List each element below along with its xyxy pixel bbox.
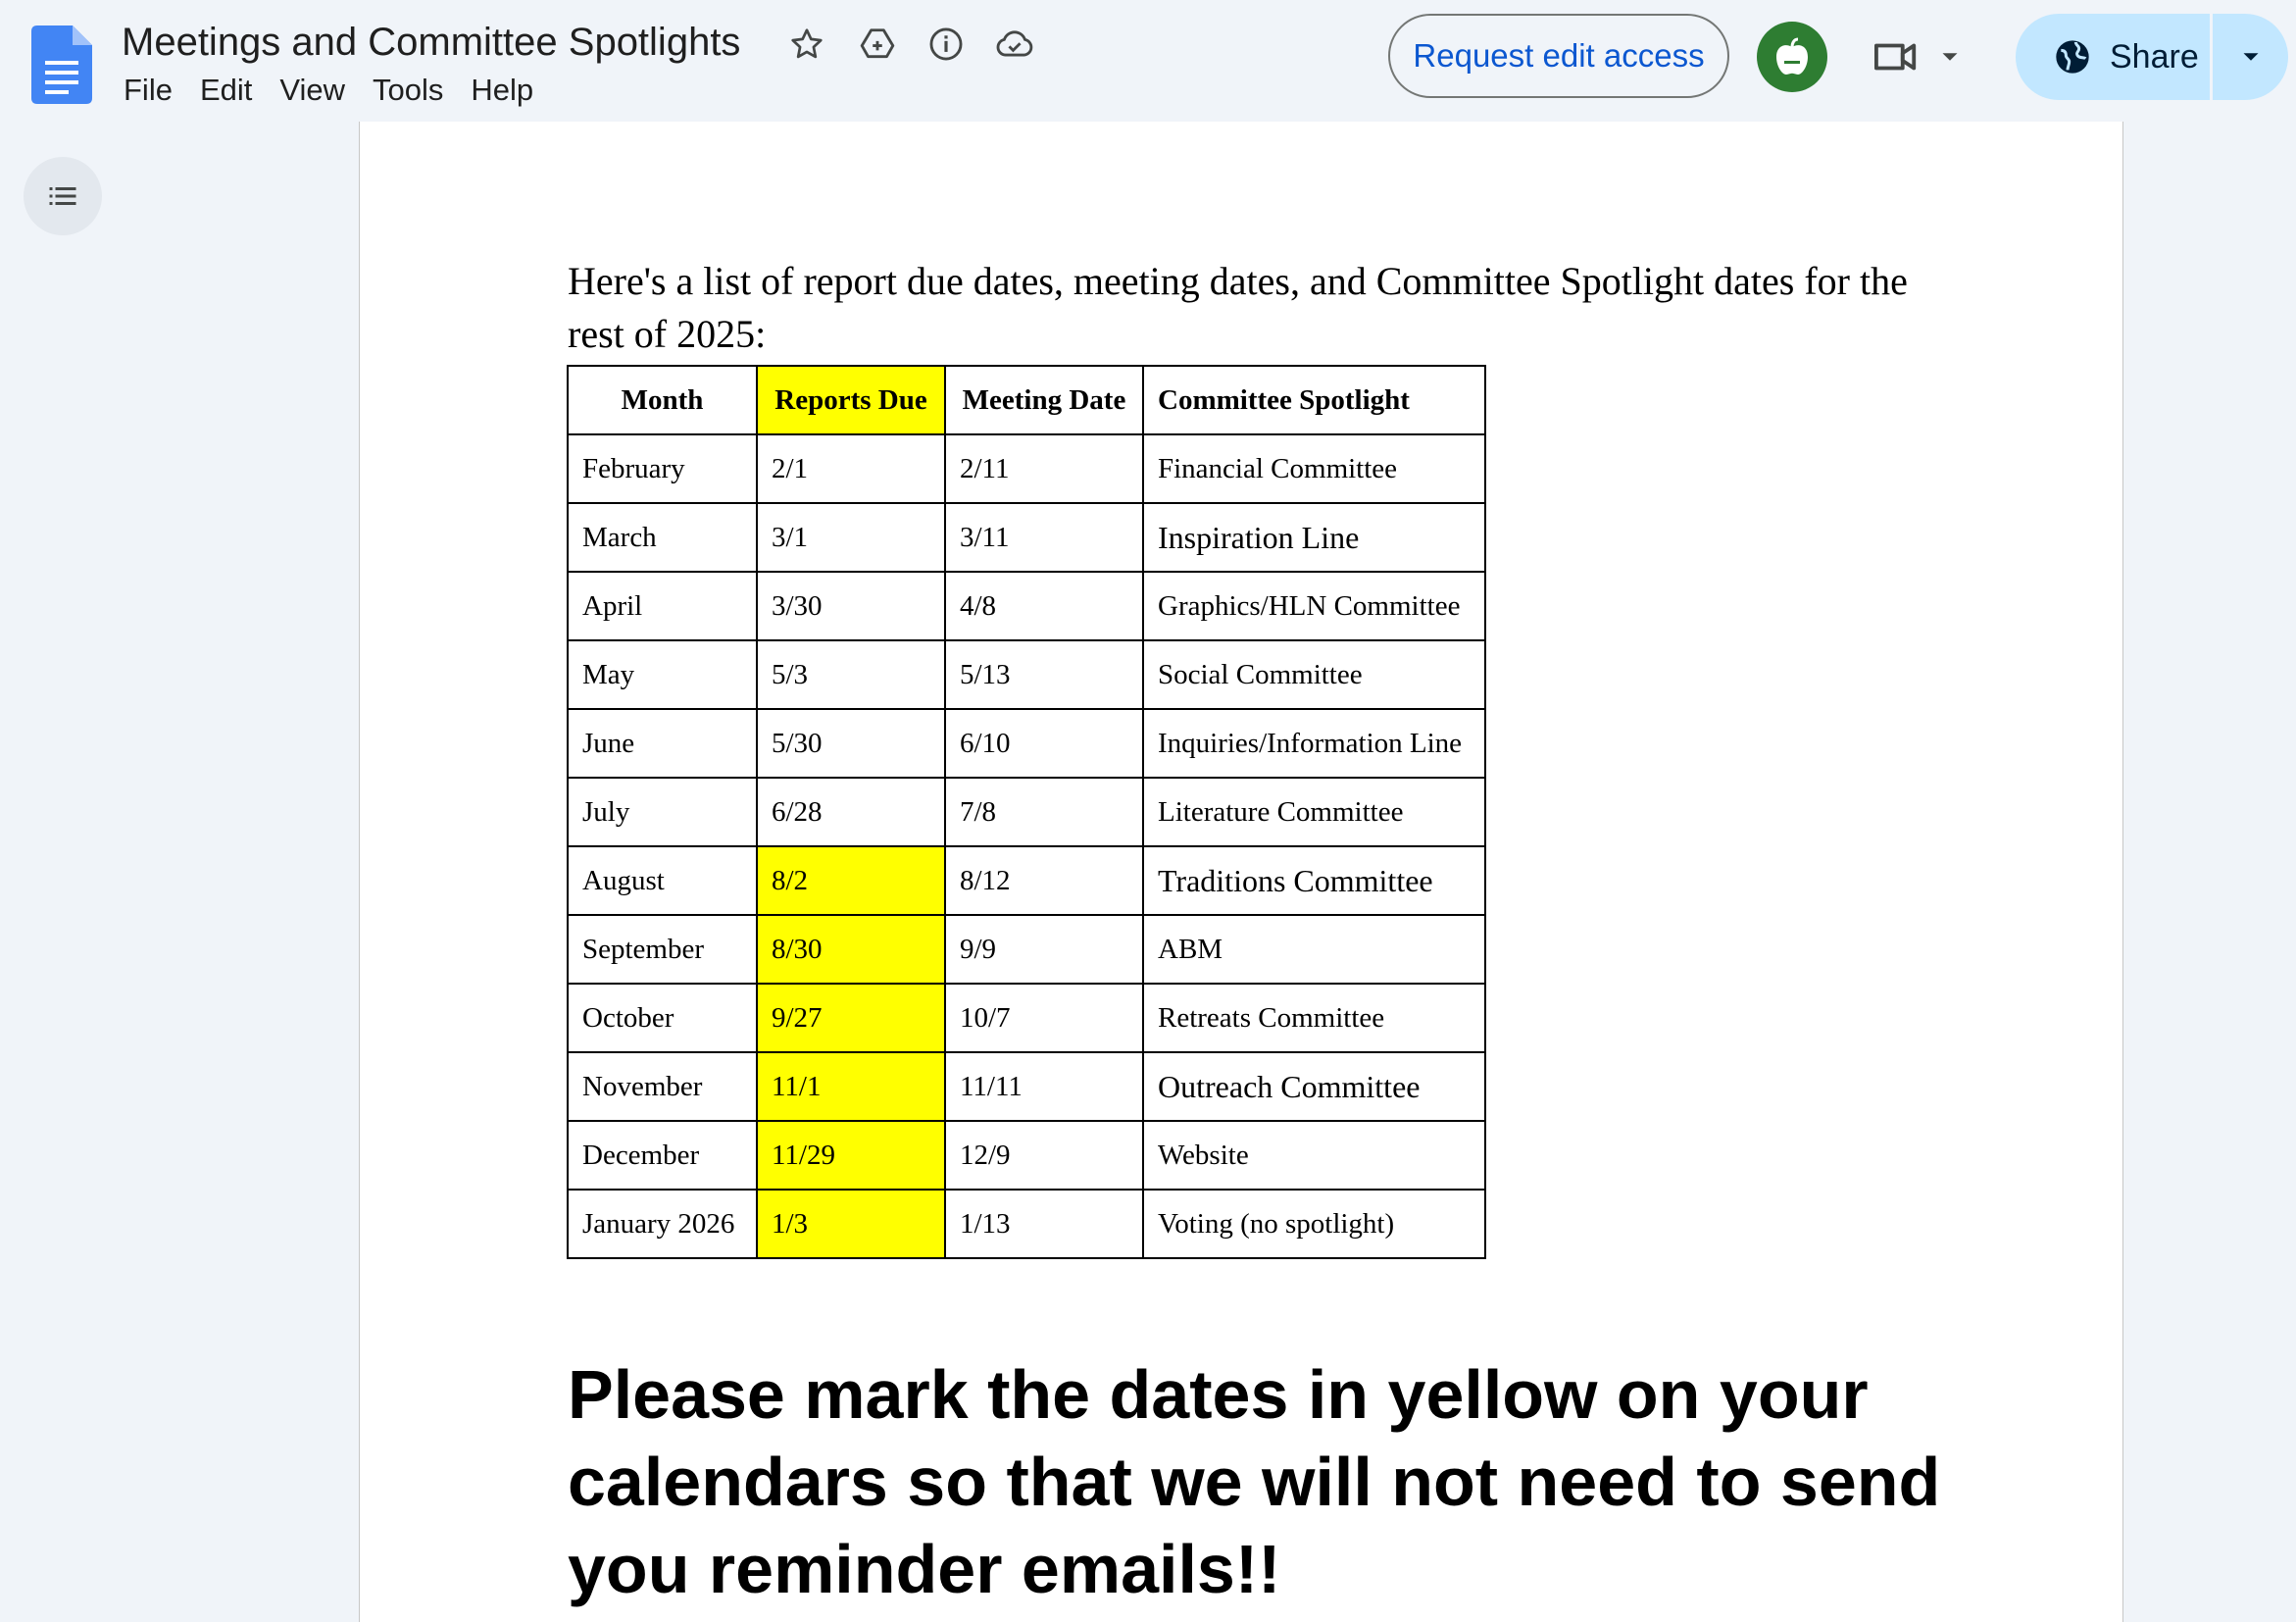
committee-spotlight-cell: Website (1143, 1121, 1485, 1190)
avatar[interactable] (1757, 22, 1827, 92)
share-options-button[interactable] (2213, 14, 2288, 100)
month-cell: July (568, 778, 757, 846)
chevron-down-icon (1935, 42, 1965, 72)
table-row (568, 640, 1485, 709)
reports-due-cell: 3/30 (757, 572, 945, 640)
document-outline-button[interactable] (24, 157, 102, 235)
committee-spotlight-cell: Voting (no spotlight) (1143, 1190, 1485, 1258)
meeting-date-cell: 10/7 (945, 984, 1143, 1052)
document-title[interactable]: Meetings and Committee Spotlights (122, 21, 741, 64)
reports-due-cell: 6/28 (757, 778, 945, 846)
committee-spotlight-cell: Inquiries/Information Line (1143, 709, 1485, 778)
table-row (568, 1121, 1485, 1190)
list-icon (45, 178, 80, 214)
reports-due-cell: 3/1 (757, 503, 945, 572)
header-meeting-date: Meeting Date (945, 366, 1143, 434)
meet-button[interactable] (1869, 25, 1976, 88)
chevron-down-icon (2236, 42, 2266, 72)
table-row (568, 709, 1485, 778)
committee-spotlight-cell: Literature Committee (1143, 778, 1485, 846)
meeting-date-cell: 4/8 (945, 572, 1143, 640)
table-row (568, 846, 1485, 915)
top-header (0, 0, 2296, 122)
share-label: Share (2110, 37, 2199, 76)
committee-spotlight-cell: Financial Committee (1143, 434, 1485, 503)
reports-due-cell: 11/1 (757, 1052, 945, 1121)
meeting-date-cell: 12/9 (945, 1121, 1143, 1190)
meeting-date-cell: 9/9 (945, 915, 1143, 984)
schedule-table (567, 365, 1486, 1259)
google-docs-logo-icon[interactable] (31, 25, 92, 104)
video-camera-icon (1869, 34, 1925, 79)
table-header-row (568, 366, 1485, 434)
info-icon[interactable] (923, 22, 969, 67)
reports-due-cell: 5/3 (757, 640, 945, 709)
header-month: Month (568, 366, 757, 434)
menu-tools[interactable]: Tools (373, 73, 444, 107)
month-cell: February (568, 434, 757, 503)
reports-due-cell: 5/30 (757, 709, 945, 778)
star-icon[interactable] (784, 22, 829, 67)
meeting-date-cell: 3/11 (945, 503, 1143, 572)
meeting-date-cell: 8/12 (945, 846, 1143, 915)
month-cell: December (568, 1121, 757, 1190)
table-body (568, 434, 1485, 1258)
month-cell: October (568, 984, 757, 1052)
month-cell: June (568, 709, 757, 778)
committee-spotlight-cell: Graphics/HLN Committee (1143, 572, 1485, 640)
table-row (568, 1190, 1485, 1258)
table-row (568, 572, 1485, 640)
month-cell: August (568, 846, 757, 915)
header-committee-spotlight: Committee Spotlight (1143, 366, 1485, 434)
committee-spotlight-cell: Retreats Committee (1143, 984, 1485, 1052)
table-row (568, 503, 1485, 572)
table-row (568, 778, 1485, 846)
committee-spotlight-cell: Inspiration Line (1143, 503, 1485, 572)
meeting-date-cell: 7/8 (945, 778, 1143, 846)
globe-icon (2053, 37, 2092, 76)
committee-spotlight-cell: ABM (1143, 915, 1485, 984)
meeting-date-cell: 6/10 (945, 709, 1143, 778)
table-row (568, 1052, 1485, 1121)
committee-spotlight-cell: Social Committee (1143, 640, 1485, 709)
meeting-date-cell: 1/13 (945, 1190, 1143, 1258)
reports-due-cell: 8/2 (757, 846, 945, 915)
reports-due-cell: 8/30 (757, 915, 945, 984)
menu-view[interactable]: View (279, 73, 346, 107)
document-page (359, 122, 2123, 1622)
menu-help[interactable]: Help (471, 73, 534, 107)
cloud-saved-icon[interactable] (992, 22, 1037, 67)
header-reports-due: Reports Due (757, 366, 945, 434)
apple-avatar-icon (1769, 33, 1816, 80)
menu-bar (110, 69, 547, 112)
reports-due-cell: 2/1 (757, 434, 945, 503)
reminder-heading: Please mark the dates in yellow on your calendars so that we will not need to send you reminder emails!! (568, 1356, 1941, 1607)
month-cell: November (568, 1052, 757, 1121)
month-cell: May (568, 640, 757, 709)
meeting-date-cell: 11/11 (945, 1052, 1143, 1121)
reports-due-cell: 11/29 (757, 1121, 945, 1190)
request-edit-access-button[interactable]: Request edit access (1388, 14, 1729, 98)
table-row (568, 434, 1485, 503)
move-to-drive-icon[interactable] (855, 22, 900, 67)
reports-due-cell: 9/27 (757, 984, 945, 1052)
committee-spotlight-cell: Traditions Committee (1143, 846, 1485, 915)
table-row (568, 984, 1485, 1052)
meeting-date-cell: 2/11 (945, 434, 1143, 503)
month-cell: March (568, 503, 757, 572)
month-cell: January 2026 (568, 1190, 757, 1258)
reports-due-cell: 1/3 (757, 1190, 945, 1258)
share-button[interactable] (2016, 14, 2210, 100)
intro-paragraph: Here's a list of report due dates, meeting dates, and Committee Spotlight dates for the rest of 2025: (568, 259, 1908, 356)
menu-file[interactable]: File (124, 73, 173, 107)
month-cell: September (568, 915, 757, 984)
committee-spotlight-cell: Outreach Committee (1143, 1052, 1485, 1121)
table-row (568, 915, 1485, 984)
month-cell: April (568, 572, 757, 640)
menu-edit[interactable]: Edit (199, 73, 253, 107)
meeting-date-cell: 5/13 (945, 640, 1143, 709)
